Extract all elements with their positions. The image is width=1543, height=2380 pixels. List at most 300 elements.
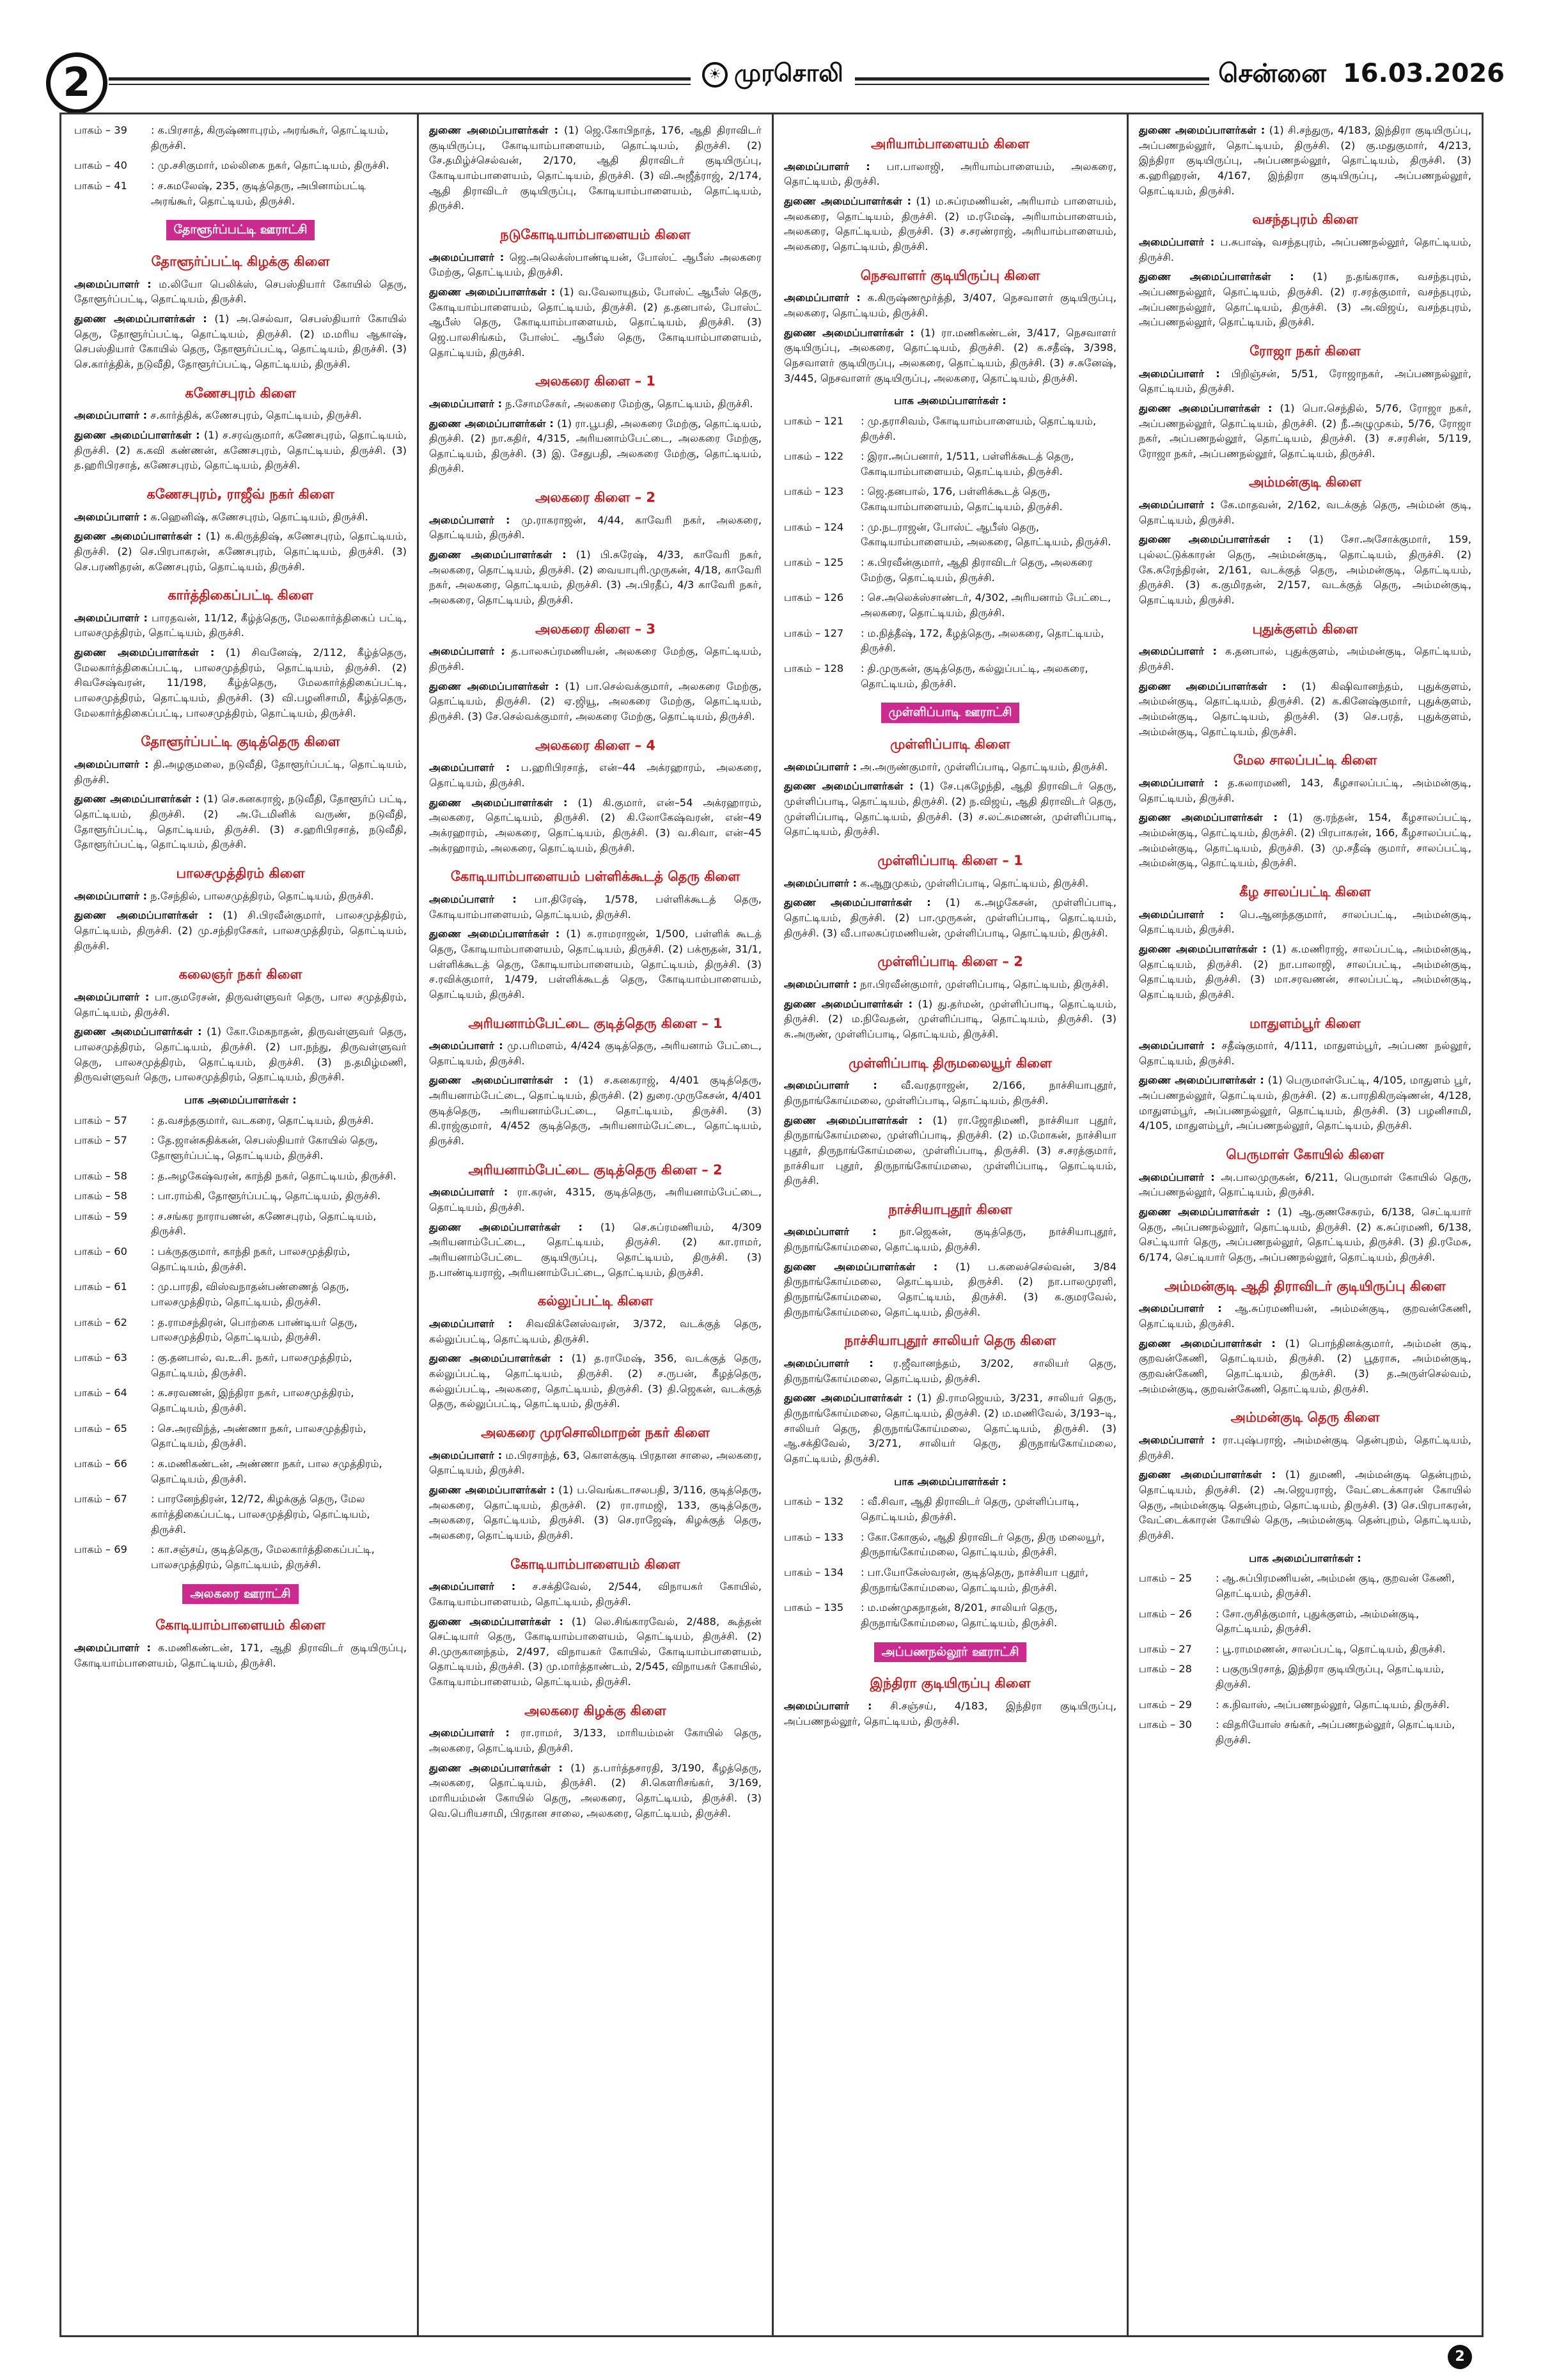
- role-label: துணை அமைப்பாளர்கள் :: [784, 326, 914, 339]
- booth-number: பாகம் – 67: [74, 1493, 127, 1505]
- booth-row: [74, 1385, 407, 1415]
- branch-heading: மாதுளம்பூர் கிளை: [1249, 1015, 1361, 1031]
- entry-text: (1) த.ராமேஷ், 356, வடக்குத் தெரு, கல்லுப்பட்டி, தொட்டியம், திருச்சி. (2) ச.ருபன், கீழத்தெரு, கல்லுப்பட்டி, அலகரை, தொட்டியம், திருச்சி. (3) தி.ஜெகன், வடக்குத் தெரு, கல்லுப்பட்டி, தொட்டியம், திருச்சி.: [429, 1352, 762, 1410]
- role-label: அமைப்பாளர் :: [784, 1699, 872, 1712]
- role-label: அமைப்பாளர் :: [784, 1079, 877, 1092]
- role-label: துணை அமைப்பாளர்கள் :: [429, 1483, 555, 1496]
- branch-heading: கோடியாம்பாளையம் கிளை: [510, 1556, 680, 1572]
- entry-paragraph: [429, 513, 762, 543]
- entry-text: (1) கோ.மேகநாதன், திருவள்ளுவர் தெரு, பாலசமுத்திரம், தொட்டியம், திருச்சி. (2) பா.நந்து, திருவள்ளுவர் தெரு, பாலசமுத்திரம், தொட்டியம், திருச்சி. (3) ந.தமிழ்மணி, திருவள்ளுவர் தெரு, பாலசமுத்திரம், தொட்டியம், திருச்சி.: [74, 1025, 407, 1084]
- entry-paragraph: [429, 679, 762, 724]
- role-label: அமைப்பாளர் :: [429, 1039, 503, 1052]
- branch-heading: நடுகோடியாம்பாளையம் கிளை: [500, 226, 691, 242]
- branch-heading: கீழ சாலப்பட்டி கிளை: [1239, 883, 1371, 899]
- entry-paragraph: [429, 1448, 762, 1478]
- booth-entry: : செ.அரவிந்த், அண்ணா நகர், பாலசமுத்திரம், தொட்டியம், திருச்சி.: [151, 1422, 366, 1450]
- branch-heading: கார்த்திகைப்பட்டி கிளை: [168, 587, 313, 603]
- booth-number: பாகம் – 59: [74, 1209, 127, 1222]
- branch-heading: நெசவாளர் குடியிருப்பு கிளை: [860, 267, 1040, 283]
- entry-paragraph: [74, 1024, 407, 1085]
- role-label: அமைப்பாளர் :: [74, 611, 148, 624]
- booth-number: பாகம் – 29: [1139, 1698, 1192, 1711]
- booth-entry: : சோ.ருசித்குமார், புதுக்குளம், அம்மன்குடி, தொட்டியம், திருச்சி.: [1216, 1607, 1420, 1635]
- role-label: அமைப்பாளர் :: [74, 990, 150, 1003]
- entry-paragraph: [1139, 269, 1471, 330]
- entry-paragraph: [74, 529, 407, 574]
- booth-row: [784, 555, 1116, 585]
- entry-paragraph: [1139, 1204, 1471, 1265]
- entry-paragraph: [429, 1220, 762, 1280]
- entry-paragraph: [429, 284, 762, 360]
- entry-paragraph: [429, 547, 762, 608]
- role-label: அமைப்பாளர் :: [74, 409, 148, 422]
- branch-heading: அரியனாம்பேட்டை குடித்தெரு கிளை – 1: [468, 1015, 723, 1031]
- booth-number: பாகம் – 41: [74, 179, 127, 192]
- role-label: துணை அமைப்பாளர்கள் :: [1139, 942, 1267, 955]
- role-label: துணை அமைப்பாளர்கள் :: [1139, 811, 1278, 824]
- entry-text: பெ.ஆனந்தகுமார், சாலப்பட்டி, அம்மன்குடி, தொட்டியம், திருச்சி.: [1139, 908, 1471, 936]
- subheading: பாக அமைப்பாளர்கள் :: [894, 394, 1006, 407]
- booth-row: [1139, 1642, 1471, 1657]
- booth-row: [74, 123, 407, 153]
- booth-entry: : மு.சசிகுமார், மல்லிகை நகர், தொட்டியம், திருச்சி.: [151, 159, 389, 172]
- entry-text: பா.பாலாஜி, அரியாம்பாளையம், அலகரை, தொட்டியம், திருச்சி.: [784, 160, 1116, 188]
- entry-paragraph: [74, 1640, 407, 1670]
- entry-text: நா.பிரவீன்குமார், முள்ளிப்பாடி, தொட்டியம், திருச்சி.: [857, 977, 1109, 990]
- role-label: அமைப்பாளர் :: [429, 1318, 513, 1330]
- booth-row: [784, 1600, 1116, 1630]
- booth-number: பாகம் – 125: [784, 556, 844, 569]
- panchayat-title: அப்பணநல்லூர் ஊராட்சி: [874, 1642, 1027, 1663]
- booth-entry: : த.ராமசந்திரன், பொற்கை பாண்டியர் தெரு, பாலசமுத்திரம், தொட்டியம், திருச்சி.: [151, 1316, 357, 1344]
- entry-text: க.ஹெனிஷ், கணேசபுரம், தொட்டியம், திருச்சி.: [147, 510, 368, 523]
- entry-text: (1) சோ.அசோக்குமார், 159, புல்லட்டுக்காரன் தெரு, அம்மன்குடி, தொட்டியம், திருச்சி. (2) கே.சுரேந்திரன், 2/161, வடக்குத் தெரு, அம்மன்குடி, தொட்டியம், திருச்சி. (3) க.குமிரதன், 2/157, வடக்குத் தெரு, அம்மன்குடி, தொட்டியம், திருச்சி.: [1139, 533, 1471, 607]
- booth-number: பாகம் – 135: [784, 1601, 844, 1614]
- entry-paragraph: [784, 876, 1116, 891]
- branch-heading: அரியனாம்பேட்டை குடித்தெரு கிளை – 2: [468, 1162, 723, 1178]
- entry-paragraph: [1139, 235, 1471, 265]
- booth-entry: : வீ.சிவா, ஆதி திராவிடர் தெரு, முள்ளிப்பாடி, தொட்டியம், திருச்சி.: [861, 1495, 1079, 1523]
- entry-text: ப.ஹரிபிரசாத், என்–44 அக்ரஹாரம், அலகரை, தொட்டியம், திருச்சி.: [429, 761, 762, 789]
- role-label: அமைப்பாளர் :: [74, 510, 148, 523]
- booth-entry: : ச.கமலேஷ், 235, குடித்தெரு, அபினாம்பட்டி அரங்கூர், தொட்டியம், திருச்சி.: [151, 179, 366, 207]
- branch-heading: கணேசபுரம் கிளை: [185, 385, 296, 401]
- role-label: துணை அமைப்பாளர்கள் :: [1139, 680, 1287, 692]
- role-label: அமைப்பாளர் :: [429, 1449, 503, 1461]
- booth-row: [74, 1169, 407, 1184]
- role-label: அமைப்பாளர் :: [74, 277, 152, 290]
- booth-row: [784, 484, 1116, 514]
- entry-text: (1) க.ராமராஜன், 1/500, பள்ளிக் கூடத் தெரு, கோடியாம்பாளையம், தொட்டியம், திருச்சி. (2) பக்ரூதன், 31/1, பள்ளிக்கூடத் தெரு, கோடியாம்பாளையம், தொட்டியம், திருச்சி. (3) ச.ரவிக்குமார், 1/479, பள்ளிக்கூடத் தெரு, கோடியாம்பாளையம், தொட்டியம், திருச்சி.: [429, 928, 762, 1000]
- booth-row: [74, 1209, 407, 1239]
- branch-heading: கலைஞர் நகர் கிளை: [178, 967, 302, 983]
- role-label: துணை அமைப்பாளர்கள் :: [74, 909, 213, 922]
- entry-paragraph: [74, 408, 407, 423]
- role-label: அமைப்பாளர் :: [784, 292, 861, 304]
- booth-entry: : பா.யோகேஸ்வரன், குடித்தெரு, நாச்சியா புதூர், திருநாங்கோய்மலை, தொட்டியம், திருச்சி.: [861, 1566, 1088, 1594]
- entry-paragraph: [74, 908, 407, 953]
- entry-text: க.கிருஷ்ணமூர்த்தி, 3/407, நெசவாளர் குடியிருப்பு, அலகரை, தொட்டியம், திருச்சி.: [784, 292, 1116, 319]
- role-label: துணை அமைப்பாளர்கள் :: [1139, 124, 1265, 136]
- booth-number: பாகம் – 28: [1139, 1663, 1192, 1676]
- branch-heading: அரியாம்பாளையம் கிளை: [871, 136, 1030, 152]
- booth-number: பாகம் – 58: [74, 1190, 127, 1202]
- booth-entry: : தி.முருகன், குடித்தெரு, கல்லுப்பட்டி, அலகரை, தொட்டியம், திருச்சி.: [861, 662, 1088, 690]
- entry-text: (1) சி.சந்துரு, 4/183, இந்திரா குடியிருப்பு, அப்பணநல்லூர், தொட்டியம், திருச்சி. (2) கு.மதுகுமார், 4/213, இந்திரா குடியிருப்பு, அப்பணநல்லூர், தொட்டியம், திருச்சி. (3) க.ஹரிஹரன், 4/167, இந்திரா குடியிருப்பு, அப்பணநல்லூர், தொட்டியம், திருச்சி.: [1139, 124, 1471, 197]
- entry-text: (1) ச.கனகராஜ், 4/401 குடித்தெரு, அரியனாம்பேட்டை, தொட்டியம், திருச்சி. (2) துரை.முருகேசன், 4/401 குடித்தெரு, அரியனாம்பேட்டை, தொட்டியம், திருச்சி. (3) கி.ராஜ்குமார், 4/452 குடித்தெரு, அரியனாம்பேட்டை, தொட்டியம், திருச்சி.: [429, 1074, 762, 1147]
- entry-text: ரா.ராமர், 3/133, மாரியம்மன் கோயில் தெரு, அலகரை, தொட்டியம், திருச்சி.: [429, 1727, 762, 1755]
- role-label: அமைப்பாளர் :: [429, 1580, 516, 1593]
- branch-heading: நாச்சியாபுதூர் கிளை: [888, 1201, 1012, 1217]
- masthead: [0, 0, 1543, 105]
- entry-paragraph: [429, 1579, 762, 1609]
- booth-number: பாகம் – 132: [784, 1495, 844, 1508]
- entry-text: பா.திரேஷ், 1/578, பள்ளிக்கூடத் தெரு, கோடியாம்பாளையம், தொட்டியம், திருச்சி.: [429, 892, 762, 921]
- entry-text: சிவவிக்னேஸ்வரன், 3/372, வடக்குத் தெரு, கல்லுப்பட்டி, தொட்டியம், திருச்சி.: [429, 1318, 762, 1345]
- branch-heading: அலகரை கிளை – 4: [535, 737, 655, 753]
- branch-heading: பாலசமுத்திரம் கிளை: [176, 866, 305, 882]
- entry-paragraph: [784, 1356, 1116, 1386]
- entry-paragraph: [1139, 1170, 1471, 1200]
- role-label: துணை அமைப்பாளர்கள் :: [429, 1220, 583, 1233]
- entry-paragraph: [429, 1614, 762, 1690]
- entry-paragraph: [1139, 942, 1471, 1002]
- entry-text: (1) லெ.சிங்காரவேல், 2/488, கூத்தன் செட்டியார் தெரு, கோடியாம்பாளையம், தொட்டியம், திருச்சி. (2) சி.முருகானந்தம், 2/497, விநாயகர் கோயில், கோடியாம்பாளையம், தொட்டியம், திருச்சி. (3) மு.மார்த்தாண்டம், 2/545, விநாயகர் கோயில், கோடியாம்பாளையம், தொட்டியம், திருச்சி.: [429, 1615, 762, 1688]
- branch-heading: நாச்சியாபுதூர் சாலியர் தெரு கிளை: [844, 1333, 1056, 1349]
- entry-text: பா.குமரேசன், திருவள்ளுவர் தெரு, பால சமுத்திரம், தொட்டியம், திருச்சி.: [74, 990, 407, 1018]
- booth-row: [784, 449, 1116, 479]
- booth-row: [1139, 1717, 1471, 1747]
- entry-text: (1) ச.சரவ்குமார், கணேசபுரம், தொட்டியம், திருச்சி. (2) க.கவி கண்ணன், கணேசபுரம், தொட்டியம், திருச்சி. (3) த.ஹரிபிரசாத், கணேசபுரம், தொட்டியம், திருச்சி.: [74, 428, 407, 472]
- entry-text: (1) ப.கலைச்செல்வன், 3/84 திருநாங்கோய்மலை, தொட்டியம், திருச்சி. (2) நா.பாலமுரளி, திருநாங்கோய்மலை, தொட்டியம், திருச்சி. (3) க.குமரவேல், திருநாங்கோய்மலை, தொட்டியம், திருச்சி.: [784, 1260, 1116, 1318]
- role-label: அமைப்பாளர் :: [1139, 1039, 1216, 1052]
- role-label: அமைப்பாளர் :: [1139, 645, 1217, 658]
- page-number-badge: 2: [46, 52, 107, 114]
- newspaper-brand: [691, 59, 855, 91]
- branch-heading: முள்ளிப்பாடி கிளை: [890, 736, 1010, 752]
- role-label: துணை அமைப்பாளர்கள் :: [1139, 401, 1273, 414]
- booth-number: பாகம் – 62: [74, 1316, 127, 1328]
- entry-text: மு.ராகராஜன், 4/44, காவேரி நகர், அலகரை, தொட்டியம், திருச்சி.: [429, 513, 762, 541]
- city-name: சென்னை: [1218, 59, 1326, 88]
- booth-entry: : செ.அலெக்ஸ்சாண்டர், 4/302, அரியனாம் பேட்டை, அலகரை, தொட்டியம், திருச்சி.: [861, 591, 1111, 619]
- entry-text: (1) பொ.செந்தில், 5/76, ரோஜா நகர், அப்பணநல்லூர், தொட்டியம், திருச்சி. (2) நீ.அழுமுகம், 5/76, ரோஜா நகர், அப்பணநல்லூர், தொட்டியம், திருச்சி. (3) ச.சரசின், 5/119, ரோஜா நகர், அப்பணநல்லூர், தொட்டியம், திருச்சி.: [1139, 401, 1471, 460]
- column-divider: [1127, 113, 1129, 2337]
- column-3: [784, 123, 1116, 2328]
- entry-paragraph: [784, 1259, 1116, 1320]
- entry-text: நா.ஜெகன், குடித்தெரு, நாச்சியாபுதூர், திருநாங்கோய்மலை, தொட்டியம், திருச்சி.: [784, 1225, 1116, 1254]
- role-label: துணை அமைப்பாளர்கள் :: [429, 680, 560, 692]
- entry-paragraph: [74, 509, 407, 525]
- entry-text: (1) பெருமாள்பேட்டி, 4/105, மாதுளம் பூர், அப்பணநல்லூர், தொட்டியம், திருச்சி. (2) க.பாரதிகிருஷ்ணன், 4/128, மாதுளம்பூர், அப்பணநல்லூர், தொட்டியம், திருச்சி. (3) பழனிசாமி, 4/105, மாதுளம்பூர், அப்பணநல்லூர், தொட்டியம், திருச்சி.: [1139, 1074, 1471, 1132]
- entry-text: (1) ரா.மணிகண்டன், 3/417, நெசவாளர் குடியிருப்பு, அலகரை, தொட்டியம், திருச்சி. (2) க.சதீஷ், 3/398, நெசவாளர் குடியிருப்பு, அலகரை, தொட்டியம், திருச்சி. (3) ச.சுனேஷ், 3/445, நெசவாளர் குடியிருப்பு, அலகரை, தொட்டியம், திருச்சி.: [784, 326, 1116, 384]
- branch-heading: வசந்தபுரம் கிளை: [1252, 212, 1358, 228]
- role-label: துணை அமைப்பாளர்கள் :: [74, 428, 200, 441]
- role-label: துணை அமைப்பாளர்கள் :: [784, 997, 913, 1010]
- entry-text: (1) க.அழகேசன், முள்ளிப்பாடி, தொட்டியம், திருச்சி. (2) பா.முருகன், முள்ளிப்பாடி, தொட்டியம், திருச்சி. (3) வீ.பாலசுப்ரமணியன், முள்ளிப்பாடி, தொட்டியம், திருச்சி.: [784, 896, 1116, 939]
- branch-heading: அலகரை கிளை – 3: [535, 621, 655, 637]
- role-label: துணை அமைப்பாளர்கள் :: [74, 312, 207, 325]
- booth-entry: : மு.பாரதி, விஸ்வநாதன்பண்ணைத் தெரு, பாலசமுத்திரம், தொட்டியம், திருச்சி.: [151, 1280, 350, 1309]
- booth-number: பாகம் – 60: [74, 1245, 127, 1258]
- booth-number: பாகம் – 63: [74, 1351, 127, 1364]
- entry-text: (1) த.பார்த்தசாரதி, 3/190, கீழத்தெரு, அலகரை, தொட்டியம், திருச்சி. (2) சி.கௌரிசங்கர், 3/169, மாரியம்மன் கோயில் தெரு, அலகரை, தொட்டியம், திருச்சி. (3) வெ.பெரியசாமி, பிரதான சாலை, அலகரை, தொட்டியம், திருச்சி.: [429, 1761, 762, 1819]
- booth-row: [1139, 1606, 1471, 1637]
- role-label: அமைப்பாளர் :: [784, 760, 858, 773]
- entry-text: (1) ஜெ.கோபிநாத், 176, ஆதி திராவிடர் குடியிருப்பு, கோடியாம்பாளையம், தொட்டியம், திருச்சி. (2) சே.தமிழ்ச்செல்வன், 2/170, ஆதி திராவிடர் குடியிருப்பு, கோடியாம்பாளையம், தொட்டியம், திருச்சி. (3) வி.அஜீத்ராஜ், 2/174, ஆதி திராவிடர் குடியிருப்பு, கோடியாம்பாளையம், தொட்டியம், திருச்சி.: [429, 124, 762, 212]
- branch-heading: ரோஜா நகர் கிளை: [1249, 343, 1361, 359]
- role-label: துணை அமைப்பாளர்கள் :: [1139, 1074, 1264, 1087]
- entry-paragraph: [74, 311, 407, 372]
- role-label: துணை அமைப்பாளர்கள் :: [429, 285, 556, 298]
- entry-paragraph: [74, 791, 407, 852]
- role-label: அமைப்பாளர் :: [74, 889, 148, 902]
- entry-paragraph: [429, 760, 762, 790]
- entry-paragraph: [429, 795, 762, 856]
- booth-row: [74, 1421, 407, 1451]
- role-label: அமைப்பாளர் :: [784, 1357, 873, 1370]
- branch-heading: அலகரை கிழக்கு கிளை: [524, 1702, 666, 1718]
- branch-heading: கோடியாம்பாளையம் பள்ளிக்கூடத் தெரு கிளை: [450, 869, 740, 885]
- role-label: துணை அமைப்பாளர்கள் :: [74, 646, 215, 659]
- booth-entry: : விதரியோஸ் சங்கர், அப்பணநல்லூர், தொட்டியம், திருச்சி.: [1216, 1718, 1455, 1746]
- booth-number: பாகம் – 65: [74, 1422, 127, 1435]
- entry-paragraph: [784, 290, 1116, 320]
- column-1: [74, 123, 407, 2328]
- entry-text: த.பாலசுப்ரமணியன், அலகரை மேற்கு, தொட்டியம், திருச்சி.: [429, 645, 762, 673]
- booth-entry: : ஆ.சுப்பிரமணியன், அம்மன் குடி, குறவன் கேணி, தொட்டியம், திருச்சி.: [1216, 1572, 1455, 1599]
- booth-entry: : பா.ராம்கி, தோளூர்ப்பட்டி, தொட்டியம், திருச்சி.: [151, 1190, 381, 1202]
- booth-row: [74, 158, 407, 173]
- entry-paragraph: [1139, 1073, 1471, 1133]
- booth-entry: : இரா.அப்பனார், 1/511, பள்ளிக்கூடத் தெரு, கோடியாம்பாளையம், தொட்டியம், திருச்சி.: [861, 450, 1074, 478]
- booth-number: பாகம் – 57: [74, 1114, 127, 1126]
- entry-paragraph: [784, 1390, 1116, 1466]
- booth-entry: : கா.சஞ்சய், குடித்தெரு, மேலகார்த்திகைப்பட்டி, பாலசமுத்திரம், தொட்டியம், திருச்சி.: [151, 1543, 375, 1571]
- entry-text: மு.பரிமளம், 4/424 குடித்தெரு, அரியனாம் பேட்டை, தொட்டியம், திருச்சி.: [429, 1039, 762, 1067]
- entry-paragraph: [784, 1113, 1116, 1188]
- booth-number: பாகம் – 127: [784, 626, 844, 639]
- role-label: அமைப்பாளர் :: [429, 397, 503, 410]
- entry-text: (1) செ.சுப்ரமணியம், 4/309 அரியனாம்பேட்டை, தொட்டியம், திருச்சி. (2) கா.ராமர், அரியனாம்பேட்டை குடியிருப்பு, தொட்டியம், திருச்சி. (3) ந.பாண்டியராஜ், அரியனாம்பேட்டை, தொட்டியம், திருச்சி.: [429, 1220, 762, 1279]
- entry-text: (1) பா.செல்வக்குமார், அலகரை மேற்கு, தொட்டியம், திருச்சி. (2) ஏ.ஜியூ, அலகரை மேற்கு, தொட்டியம், திருச்சி. (3) சே.செல்வக்குமார், அலகரை மேற்கு, தொட்டியம், திருச்சி.: [429, 680, 762, 722]
- entry-paragraph: [784, 1699, 1116, 1729]
- entry-text: ரா.புஷ்பராஜ், அம்மன்குடி தென்புறம், தொட்டியம், திருச்சி.: [1139, 1433, 1471, 1461]
- entry-text: (1) கிஷிவானந்தம், புதுக்குளம், அம்மன்குடி, தொட்டியம், திருச்சி. (2) க.கினேஷ்குமார், புதுக்குளம், அம்மன்குடி, தொட்டியம், திருச்சி. (3) செ.பரத், புதுக்குளம், அம்மன்குடி, தொட்டியம், திருச்சி.: [1139, 680, 1471, 738]
- booth-entry: : க.நிவாஸ், அப்பணநல்லூர், தொட்டியம், திருச்சி.: [1216, 1698, 1450, 1711]
- entry-paragraph: [429, 1038, 762, 1068]
- entry-text: பிறிஞ்சன், 5/51, ரோஜாநகர், அப்பணநல்லூர், தொட்டியம், திருச்சி.: [1139, 367, 1471, 395]
- entry-text: (1) ப.வெங்கடாசலபதி, 3/116, குடித்தெரு, அலகரை, தொட்டியம், திருச்சி. (2) ரா.ராமஜி, 133, குடித்தெரு, அலகரை, தொட்டியம், திருச்சி. (3) செ.ராஜேஷ், கிழக்குத் தெரு, அலகரை, தொட்டியம், திருச்சி.: [429, 1483, 762, 1541]
- subheading: பாக அமைப்பாளர்கள் :: [184, 1093, 297, 1106]
- booth-row: [784, 1530, 1116, 1560]
- role-label: அமைப்பாளர் :: [429, 892, 517, 905]
- panchayat-box: [74, 220, 407, 240]
- entry-paragraph: [429, 1185, 762, 1215]
- entry-paragraph: [784, 895, 1116, 940]
- booth-entry: : கோ.கோகுல், ஆதி திராவிடர் தெரு, திரு மலையூர், திருநாங்கோய்மலை, தொட்டியம், திருச்சி.: [861, 1530, 1105, 1559]
- booth-number: பாகம் – 40: [74, 159, 127, 172]
- role-label: அமைப்பாளர் :: [1139, 1302, 1222, 1315]
- booth-number: பாகம் – 133: [784, 1530, 844, 1543]
- entry-paragraph: [784, 779, 1116, 839]
- entry-paragraph: [1139, 401, 1471, 462]
- booth-number: பாகம் – 26: [1139, 1607, 1192, 1620]
- entry-text: ச.சக்திவேல், 2/544, விநாயகர் கோயில், கோடியாம்பாளையம், தொட்டியம், திருச்சி.: [429, 1580, 762, 1608]
- branch-heading: கல்லுப்பட்டி கிளை: [537, 1293, 654, 1309]
- booth-number: பாகம் – 126: [784, 591, 844, 604]
- entry-text: ம.லியோ பெலிக்ஸ், செபஸ்தியார் கோயில் தெரு, தோளூர்ப்பட்டி, தொட்டியம், திருச்சி.: [74, 277, 407, 306]
- entry-paragraph: [429, 416, 762, 477]
- panchayat-title: அலகரை ஊராட்சி: [182, 1584, 298, 1605]
- entry-text: (1) அ.செல்வா, செபஸ்தியார் கோயில் தெரு, தோளூர்ப்பட்டி, தொட்டியம், திருச்சி. (2) ம.மரிய ஆகாஷ், செபஸ்தியார் கோயில் தெரு, தோளூர்ப்பட்டி, தொட்டியம், திருச்சி. (3) செ.கார்த்திக், நடுவீதி, தோளூர்ப்பட்டி, தொட்டியம், திருச்சி.: [74, 312, 407, 370]
- booth-number: பாகம் – 58: [74, 1169, 127, 1182]
- entry-paragraph: [784, 759, 1116, 775]
- booth-number: பாகம் – 30: [1139, 1718, 1192, 1731]
- panchayat-title: தோளூர்ப்பட்டி ஊராட்சி: [166, 220, 315, 240]
- entry-text: (1) ரா.பூபதி, அலகரை மேற்கு, தொட்டியம், திருச்சி. (2) நா.கதிர், 4/315, அரியனாம்பேட்டை, அலகரை மேற்கு, தொட்டியம், திருச்சி. (3) இ. சேதுபதி, அலகரை மேற்கு, தொட்டியம், திருச்சி.: [429, 417, 762, 475]
- role-label: அமைப்பாளர் :: [1139, 367, 1220, 380]
- booth-row: [74, 1244, 407, 1274]
- entry-paragraph: [429, 250, 762, 280]
- subheading: பாக அமைப்பாளர்கள் :: [894, 1475, 1006, 1488]
- booth-row: [74, 1315, 407, 1345]
- booth-number: பாகம் – 57: [74, 1134, 127, 1147]
- entry-paragraph: [1139, 644, 1471, 674]
- entry-paragraph: [1139, 532, 1471, 607]
- booth-row: [74, 178, 407, 208]
- entry-text: க.ஆறுமுகம், முள்ளிப்பாடி, தொட்டியம், திருச்சி.: [857, 876, 1089, 889]
- entry-text: ச.கார்த்திக், கணேசபுரம், தொட்டியம், திருச்சி.: [147, 409, 362, 422]
- entry-text: (1) தி.ராமஜெயம், 3/231, சாலியர் தெரு, திருநாங்கோய்மலை, தொட்டியம், திருச்சி. (2) ம.மணிவேல், 3/193–டி, சாலியர் தெரு, திருநாங்கோய்மலை, தொட்டியம், திருச்சி. (3) ஆ.சக்திவேல், 3/271, சாலியர் தெரு, திருநாங்கோய்மலை, தொட்டியம், திருச்சி.: [784, 1392, 1116, 1465]
- booth-row: [784, 1565, 1116, 1595]
- entry-text: (1) பொந்தினக்குமார், அம்மன் குடி, குறவன்கேணி, தொட்டியம், திருச்சி. (2) பூதராசு, அம்மன்குடி, குறவன்கேணி, தொட்டியம், திருச்சி. (3) த.அருள்செல்வம், அம்மன்குடி, குறவன்கேணி, தொட்டியம், திருச்சி.: [1139, 1337, 1471, 1395]
- booth-row: [1139, 1697, 1471, 1713]
- entry-paragraph: [1139, 1038, 1471, 1068]
- column-4: [1139, 123, 1471, 2328]
- booth-entry: : பூ.ராமமணன், சாலப்பட்டி, தொட்டியம், திருச்சி.: [1216, 1642, 1446, 1655]
- booth-entry: : க.மணிகண்டன், அண்ணா நகர், பால சமுத்திரம், தொட்டியம், திருச்சி.: [151, 1458, 382, 1485]
- entry-paragraph: [1139, 366, 1471, 396]
- role-label: அமைப்பாளர் :: [784, 160, 870, 173]
- booth-number: பாகம் – 128: [784, 662, 844, 675]
- booth-number: பாகம் – 27: [1139, 1642, 1192, 1655]
- entry-text: (1) சிவனேஷ், 2/112, கீழ்த்தெரு, மேலகார்த்திகைப்பட்டி, பாலசமுத்திரம், தொட்டியம், திருச்சி. (2) சிவசேஷ்வரன், 11/198, கீழ்த்தெரு, மேலகார்த்திகைப்பட்டி, பாலசமுத்திரம், தொட்டியம், திருச்சி. (3) வி.பழனிசாமி, கீழ்த்தெரு, மேலகார்த்திகைப்பட்டி, பாலசமுத்திரம், தொட்டியம், திருச்சி.: [74, 646, 407, 719]
- entry-paragraph: [74, 611, 407, 641]
- branch-heading: தோளூர்ப்பட்டி குடித்தெரு கிளை: [141, 734, 340, 750]
- booth-row: [784, 1494, 1116, 1524]
- booth-entry: : க.பிரவீன்குமார், ஆதி திராவிடர் தெரு, அலகரை மேற்கு, தொட்டியம், திருச்சி.: [861, 556, 1093, 584]
- booth-row: [74, 1456, 407, 1486]
- entry-paragraph: [784, 325, 1116, 386]
- entry-paragraph: [1139, 1467, 1471, 1543]
- entry-paragraph: [1139, 1301, 1471, 1331]
- role-label: அமைப்பாளர் :: [429, 513, 510, 526]
- role-label: அமைப்பாளர் :: [784, 1225, 877, 1238]
- entry-text: ரா.கரன், 4315, குடித்தெரு, அரியனாம்பேட்டை, தொட்டியம், திருச்சி.: [429, 1186, 762, 1214]
- entry-text: கே.மாதவன், 2/162, வடக்குத் தெரு, அம்மன் குடி, தொட்டியம், திருச்சி.: [1139, 499, 1471, 526]
- role-label: அமைப்பாளர் :: [429, 251, 505, 263]
- booth-row: [74, 1279, 407, 1309]
- booth-row: [1139, 1571, 1471, 1601]
- entry-paragraph: [429, 1073, 762, 1148]
- booth-number: பாகம் – 25: [1139, 1572, 1192, 1585]
- entry-text: அ.அருண்குமார், முள்ளிப்பாடி, தொட்டியம், திருச்சி.: [857, 760, 1108, 773]
- entry-paragraph: [74, 428, 407, 473]
- entry-text: (1) ந.தங்கராசு, வசந்தபுரம், அப்பணநல்லூர், தொட்டியம், திருச்சி. (2) ர.சரத்குமார், வசந்தபுரம், அப்பணநல்லூர், தொட்டியம், திருச்சி. (3) அ.விஜய், வசந்தபுரம், அப்பணநல்லூர், தொட்டியம், திருச்சி.: [1139, 270, 1471, 329]
- role-label: அமைப்பாளர் :: [429, 1727, 510, 1739]
- branch-heading: அலகரை கிளை – 1: [535, 373, 655, 389]
- booth-entry: : மு.நடராஜன், போஸ்ட் ஆபீஸ் தெரு, கோடியாம்பாளையம், அலகரை, தொட்டியம், திருச்சி.: [861, 520, 1111, 548]
- role-label: அமைப்பாளர் :: [1139, 776, 1218, 789]
- branch-heading: முள்ளிப்பாடி திருமலையூர் கிளை: [849, 1055, 1052, 1071]
- entry-paragraph: [1139, 1433, 1471, 1463]
- entry-paragraph: [784, 1078, 1116, 1108]
- branch-heading: பெருமாள் கோயில் கிளை: [1226, 1147, 1384, 1163]
- booth-number: பாகம் – 124: [784, 520, 844, 533]
- entry-text: (1) செ.கனகராஜ், நடுவீதி, தோளூர்ப் பட்டி, தொட்டியம், திருச்சி. (2) அ.டேமினிக் வருண், நடுவீதி, தோளூர்ப்பட்டி, தொட்டியம், திருச்சி. (3) ச.ஹரிபிரசாத், நடுவீதி, தோளூர்ப்பட்டி, தொட்டியம், திருச்சி.: [74, 793, 407, 851]
- entry-text: சி.சஞ்சய், 4/183, இந்திரா குடியிருப்பு, அப்பணநல்லூர், தொட்டியம், திருச்சி.: [784, 1699, 1116, 1727]
- booth-entry: : ச.சங்கர நாராயணன், கணேசபுரம், தொட்டியம், திருச்சி.: [151, 1209, 377, 1238]
- entry-text: ர.ஜீவானந்தம், 3/202, சாலியர் தெரு, திருநாங்கோய்மலை, தொட்டியம், திருச்சி.: [784, 1357, 1116, 1385]
- role-label: துணை அமைப்பாளர்கள் :: [784, 896, 931, 909]
- role-label: துணை அமைப்பாளர்கள் :: [429, 796, 568, 809]
- booth-entry: : பாரனேந்திரன், 12/72, கிழக்குத் தெரு, மேல கார்த்திகைப்பட்டி, பாலசமுத்திரம், தொட்டியம், திருச்சி.: [151, 1493, 370, 1536]
- entry-text: (1) து.தர்மன், முள்ளிப்பாடி, தொட்டியம், திருச்சி. (2) ம.நிவேதன், முள்ளிப்பாடி, தொட்டியம், திருச்சி. (3) சு.அருண், முள்ளிப்பாடி, தொட்டியம், திருச்சி.: [784, 997, 1116, 1040]
- role-label: துணை அமைப்பாளர்கள் :: [784, 780, 914, 793]
- role-label: அமைப்பாளர் :: [1139, 1171, 1215, 1183]
- entry-text: தி.அழகுமலை, நடுவீதி, தோளூர்ப்பட்டி, தொட்டியம், திருச்சி.: [74, 758, 407, 786]
- entry-paragraph: [429, 1316, 762, 1346]
- role-label: அமைப்பாளர் :: [1139, 235, 1215, 248]
- branch-heading: முள்ளிப்பாடி கிளை – 1: [877, 853, 1023, 869]
- role-label: துணை அமைப்பாளர்கள் :: [429, 1615, 564, 1628]
- booth-row: [784, 414, 1116, 444]
- entry-text: சதீஷ்குமார், 4/111, மாதுளம்பூர், அப்பண நல்லூர், தொட்டியம், திருச்சி.: [1139, 1039, 1471, 1067]
- entry-text: ஜெ.அலெக்ஸ்பாண்டியன், போஸ்ட் ஆபீஸ் அலகரை மேற்கு, தொட்டியம், திருச்சி.: [429, 251, 762, 279]
- booth-row: [784, 520, 1116, 550]
- subheading: பாக அமைப்பாளர்கள் :: [1249, 1552, 1361, 1564]
- brand-name: முரசொலி: [734, 59, 843, 87]
- entry-text: அ.பாலமுருகன், 6/211, பெருமாள் கோயில் தெரு, அப்பணநல்லூர், தொட்டியம், திருச்சி.: [1139, 1171, 1471, 1199]
- entry-paragraph: [74, 645, 407, 720]
- branch-heading: கோடியாம்பாளையம் கிளை: [155, 1617, 325, 1633]
- branch-heading: மேல சாலப்பட்டி கிளை: [1233, 752, 1377, 768]
- entry-text: (1) ரா.ஜோதிமணி, நாச்சியா புதூர், திருநாங்கோய்மலை, முள்ளிப்பாடி, திருச்சி. (2) ம.மோகன், நாச்சியா புதூர், திருநாங்கோய்மலை, முள்ளிப்பாடி, திருச்சி. (3) ச.சரத்குமார், நாச்சியா புதூர், திருநாங்கோய்மலை, முள்ளிப்பாடி, தொட்டியம், திருச்சி.: [784, 1114, 1116, 1187]
- entry-paragraph: [784, 997, 1116, 1042]
- role-label: அமைப்பாளர் :: [784, 876, 858, 889]
- booth-row: [784, 590, 1116, 620]
- panchayat-box: [74, 1584, 407, 1605]
- entry-paragraph: [784, 977, 1116, 992]
- column-2: [429, 123, 762, 2328]
- booth-number: பாகம் – 121: [784, 414, 844, 427]
- entry-paragraph: [429, 926, 762, 1002]
- role-label: துணை அமைப்பாளர்கள் :: [429, 417, 554, 430]
- branch-heading: கணேசபுரம், ராஜீவ் நகர் கிளை: [146, 486, 334, 502]
- panchayat-box: [784, 1642, 1116, 1663]
- entry-paragraph: [784, 159, 1116, 189]
- booth-entry: : ம.நித்தீஷ், 172, கீழத்தெரு, அலகரை, தொட்டியம், திருச்சி.: [861, 626, 1104, 655]
- booth-entry: : கு.தனபால், வ.உ.சி. நகர், பாலசமுத்திரம், தொட்டியம், திருச்சி.: [151, 1351, 352, 1379]
- entry-paragraph: [784, 194, 1116, 254]
- entry-paragraph: [1139, 1336, 1471, 1397]
- role-label: துணை அமைப்பாளர்கள் :: [74, 1025, 202, 1038]
- panchayat-box: [784, 703, 1116, 723]
- booth-row: [784, 661, 1116, 691]
- entry-paragraph: [74, 277, 407, 307]
- entry-paragraph: [429, 1761, 762, 1821]
